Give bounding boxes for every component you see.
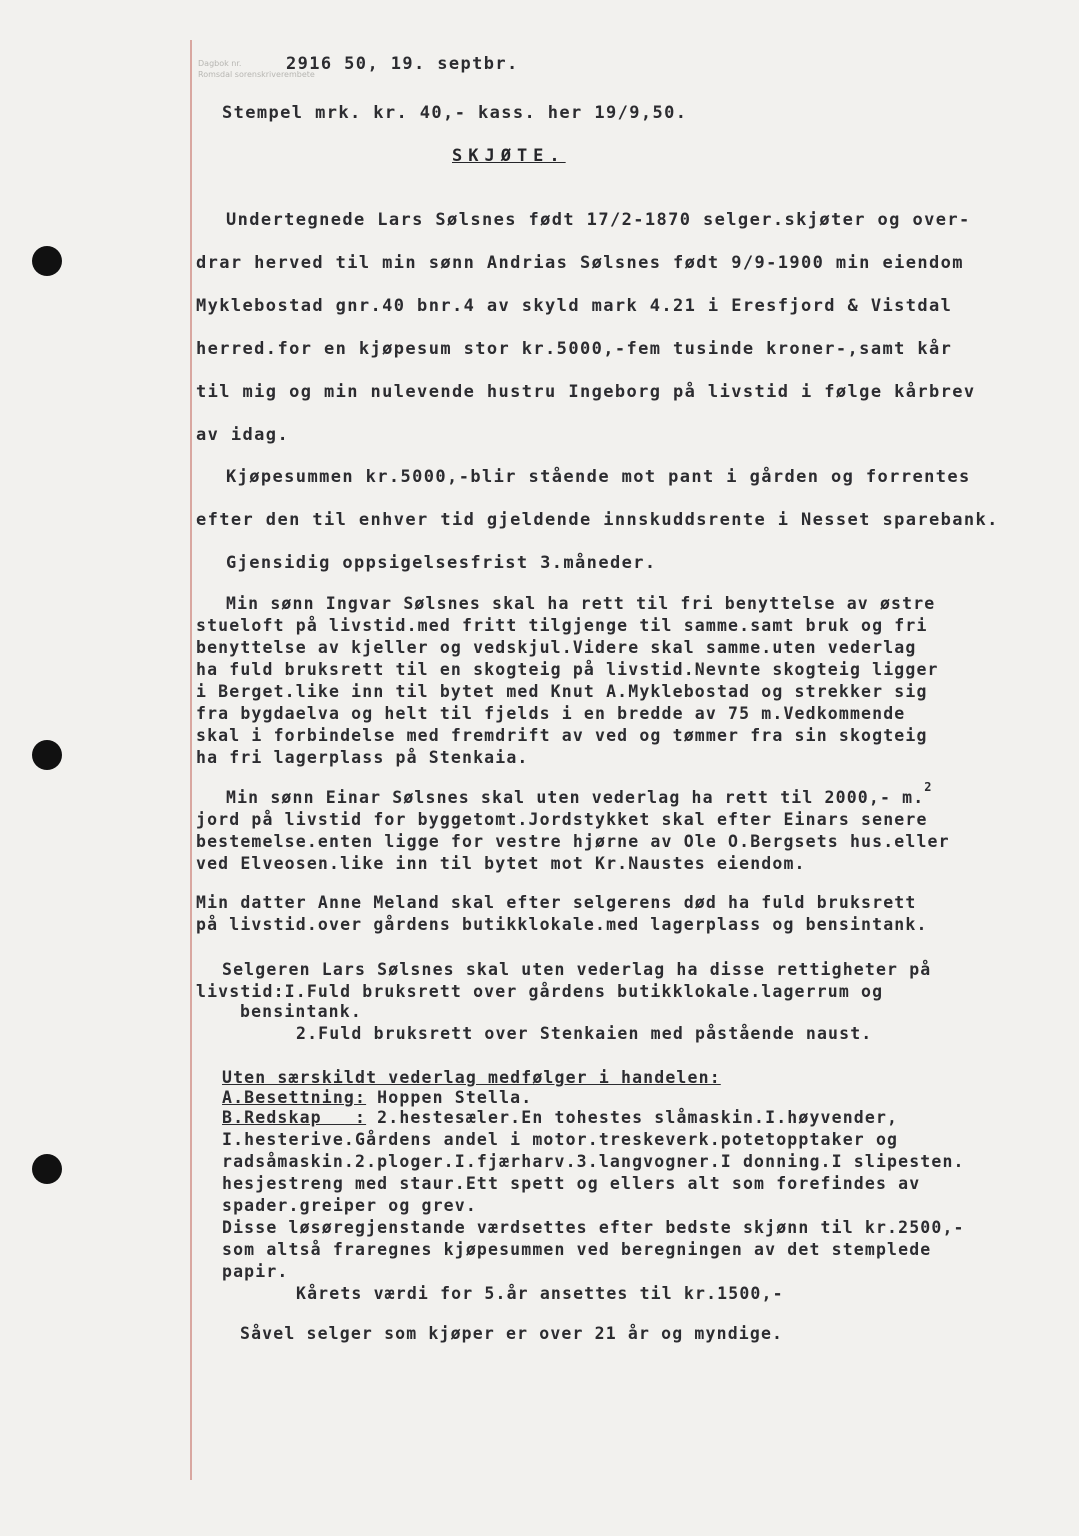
text-line: Min sønn Ingvar Sølsnes skal ha rett til fri benyttelse av østre (226, 594, 936, 613)
text-line: herred.for en kjøpesum stor kr.5000,-fem tusinde kroner-,samt kår (196, 339, 953, 359)
text-line: i Berget.like inn til bytet med Knut A.Myklebostad og strekker sig (196, 682, 928, 701)
text-line: fra bygdaelva og helt til fjelds i en bredde av 75 m.Vedkommende (196, 704, 906, 723)
text-line: Min sønn Einar Sølsnes skal uten vederlag ha rett til 2000,- m.$^2$ (226, 780, 933, 807)
text-line: livstid:I.Fuld bruksrett over gårdens butikklokale.lagerrum og (196, 982, 884, 1001)
text-line: ha fri lagerplass på Stenkaia. (196, 748, 529, 767)
stamp-duty-note: Stempel mrk. kr. 40,- kass. her 19/9,50. (222, 103, 688, 123)
text-line: Gjensidig oppsigelsesfrist 3.måneder. (226, 553, 657, 573)
text-line: Undertegnede Lars Sølsnes født 17/2-1870 selger.skjøter og over- (226, 210, 971, 230)
text-line: til mig og min nulevende hustru Ingeborg på livstid i følge kårbrev (196, 382, 976, 402)
text-line: efter den til enhver tid gjeldende innskuddsrente i Nesset sparebank. (196, 510, 999, 530)
text-line: papir. (222, 1262, 289, 1281)
text-line: benyttelse av kjeller og vedskjul.Videre skal samme.uten vederlag (196, 638, 917, 657)
inventory-item-b: B.Redskap : 2.hestesæler.En tohestes slåmaskin.I.høyvender, (222, 1108, 899, 1127)
text-line: av idag. (196, 425, 290, 445)
text-line: bestemelse.enten ligge for vestre hjørne av Ole O.Bergsets hus.eller (196, 832, 950, 851)
entry-number: 2916 50, 19. septbr. (286, 54, 519, 74)
text-line: I.hesterive.Gårdens andel i motor.treskeverk.potetopptaker og (222, 1130, 899, 1149)
punch-hole (32, 1154, 62, 1184)
superscript: 2 (924, 780, 933, 794)
text-line: på livstid.over gårdens butikklokale.med lagerplass og bensintank. (196, 915, 928, 934)
text-line: spader.greiper og grev. (222, 1196, 477, 1215)
text-line: drar herved til min sønn Andrias Sølsnes født 9/9-1900 min eiendom (196, 253, 964, 273)
closing-statement: Såvel selger som kjøper er over 21 år og myndige. (240, 1324, 784, 1343)
text-line: hesjestreng med staur.Ett spett og ellers alt som forefindes av (222, 1174, 921, 1193)
text-line: Disse løsøregjenstande værdsettes efter bedste skjønn til kr.2500,- (222, 1218, 965, 1237)
text-line: Myklebostad gnr.40 bnr.4 av skyld mark 4.21 i Eresfjord & Vistdal (196, 296, 953, 316)
punch-hole (32, 246, 62, 276)
punch-hole (32, 740, 62, 770)
text-line: ved Elveosen.like inn til bytet mot Kr.Naustes eiendom. (196, 854, 806, 873)
text-line: som altså fraregnes kjøpesummen ved beregningen av det stemplede (222, 1240, 932, 1259)
text-line: skal i forbindelse med fremdrift av ved og tømmer fra sin skogteig (196, 726, 928, 745)
text-line: radsåmaskin.2.ploger.I.fjærharv.3.langvogner.I donning.I slipesten. (222, 1152, 965, 1171)
text-line: ha fuld bruksrett til en skogteig på livstid.Nevnte skogteig ligger (196, 660, 939, 679)
text-line: Min datter Anne Meland skal efter selgerens død ha fuld bruksrett (196, 893, 917, 912)
text-line: Selgeren Lars Sølsnes skal uten vederlag ha disse rettigheter på (222, 960, 932, 979)
kar-value: Kårets værdi for 5.år ansettes til kr.1500,- (296, 1284, 784, 1303)
inventory-item-a: A.Besettning: Hoppen Stella. (222, 1088, 533, 1107)
text-line: Kjøpesummen kr.5000,-blir stående mot pant i gården og forrentes (226, 467, 971, 487)
text-line: 2.Fuld bruksrett over Stenkaien med påstående naust. (296, 1024, 873, 1043)
text-line: stueloft på livstid.med fritt tilgjenge til samme.samt bruk og fri (196, 616, 928, 635)
document-title: SKJØTE. (452, 146, 566, 166)
inventory-heading: Uten særskildt vederlag medfølger i handelen: (222, 1068, 721, 1087)
registry-stamp: Dagbok nr. Romsdal sorenskriverembete (198, 59, 315, 79)
text-line: bensintank. (240, 1002, 362, 1021)
margin-rule (190, 40, 192, 1480)
text-line: jord på livstid for byggetomt.Jordstykket skal efter Einars senere (196, 810, 928, 829)
